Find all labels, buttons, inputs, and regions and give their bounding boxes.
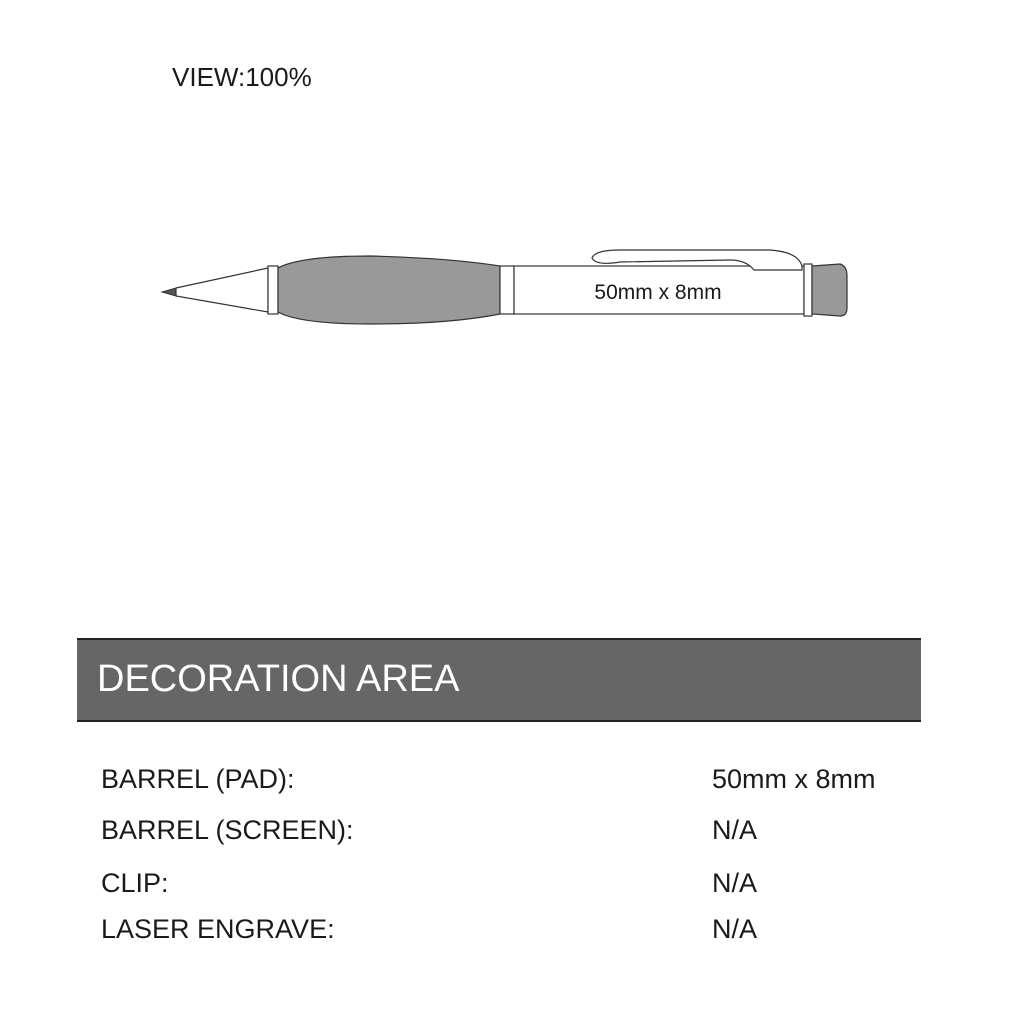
pen-end-ring (804, 264, 812, 316)
view-zoom-label: VIEW:100% (172, 62, 312, 92)
pen-plunger (812, 264, 847, 316)
spec-row-laser-engrave (101, 914, 921, 948)
spec-value: N/A (712, 914, 758, 944)
spec-label: BARREL (PAD): (101, 764, 295, 794)
pen-cone (176, 268, 268, 312)
decoration-area-header (77, 638, 921, 722)
spec-value: N/A (712, 868, 758, 898)
spec-row-barrel-screen (101, 815, 921, 849)
spec-row-clip (101, 868, 921, 902)
pen-tip (162, 288, 176, 296)
pen-grip (278, 256, 500, 324)
spec-label: CLIP: (101, 868, 169, 898)
pen-illustration (150, 236, 860, 336)
spec-row-barrel-pad (101, 764, 921, 798)
spec-value: N/A (712, 815, 758, 845)
decoration-area-title: DECORATION AREA (97, 658, 460, 700)
pen-front-ring (268, 266, 278, 314)
spec-label: BARREL (SCREEN): (101, 815, 354, 845)
spec-value: 50mm x 8mm (712, 764, 876, 794)
pen-grip-ring (500, 266, 514, 314)
pen-imprint-text: 50mm x 8mm (594, 281, 722, 304)
spec-label: LASER ENGRAVE: (101, 914, 335, 944)
